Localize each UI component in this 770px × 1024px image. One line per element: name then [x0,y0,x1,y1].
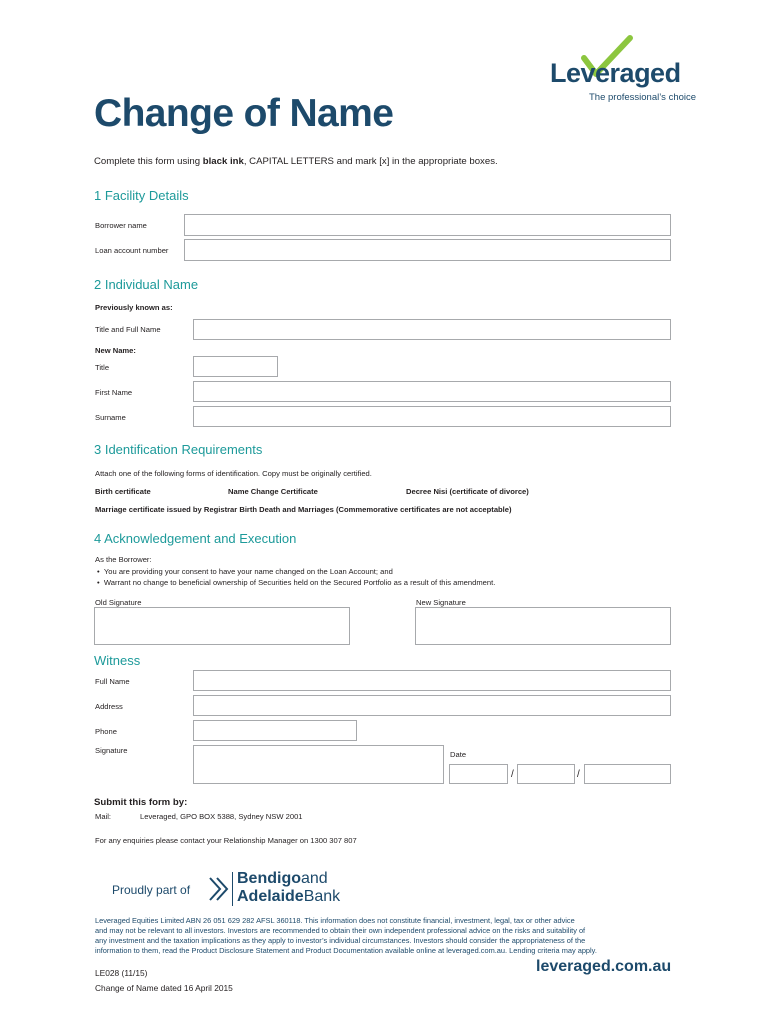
page-title: Change of Name [94,92,394,135]
borrower-name-field[interactable] [184,214,671,236]
new-signature-label: New Signature [416,598,466,607]
date-separator: / [511,769,514,780]
witness-phone-field[interactable] [193,720,357,741]
intro-bold: black ink [202,156,244,167]
old-signature-box[interactable] [94,607,350,645]
bendigo-adelaide-logo [237,870,340,906]
bendigo-bold: Bendigo [237,870,301,887]
partner-divider [232,872,233,906]
mail-label: Mail: [95,812,112,821]
new-name-label: New Name: [95,346,136,355]
decree-nisi-option[interactable]: Decree Nisi (certificate of divorce) [406,487,529,496]
title-full-name-label: Title and Full Name [95,325,161,334]
bullet-item: • Warrant no change to beneficial ownership of Securities held on the Secured Portfolio as a result of this amendment. [97,578,496,587]
bullet2-text: Warrant no change to beneficial ownership of Securities held on the Secured Portfolio as a result of this amendment. [103,578,496,587]
disclaimer-line1: Leveraged Equities Limited ABN 26 051 629 282 AFSL 360118. This information does not constitute financial, investment, legal, tax or other advice [95,916,575,925]
loan-account-label: Loan account number [95,246,169,255]
new-signature-box[interactable] [415,607,671,645]
title-label: Title [95,363,110,372]
enquiries-text: For any enquiries please contact your Relationship Manager on 1300 307 807 [95,836,357,845]
adelaide-bold: Adelaide [237,888,304,905]
witness-address-label: Address [95,702,123,711]
previous-full-name-field[interactable] [193,319,671,340]
witness-signature-box[interactable] [193,745,444,784]
first-name-field[interactable] [193,381,671,402]
witness-full-name-field[interactable] [193,670,671,691]
marriage-certificate-option[interactable]: Marriage certificate issued by Registrar Birth Death and Marriages (Commemorative certificates are not acceptable) [95,505,512,514]
new-title-field[interactable] [193,356,278,377]
witness-full-name-label: Full Name [95,677,130,686]
bullet1-text: You are providing your consent to have your name changed on the Loan Account; and [103,567,393,576]
intro-suffix: , CAPITAL LETTERS and mark [x] in the appropriate boxes. [243,156,498,167]
date-separator: / [577,769,580,780]
date-month-field[interactable] [517,764,575,784]
proudly-part-of: Proudly part of [112,883,191,897]
bendigo-chevron-icon [208,876,230,902]
adelaide-light: Bank [303,888,341,905]
disclaimer-line3: any investment and the taxation implications as they apply to investor’s individual circumstances. Investors should consider the appropriateness of the [95,936,586,945]
section4-heading: 4 Acknowledgement and Execution [94,531,297,546]
form-dated: Change of Name dated 16 April 2015 [95,983,233,993]
witness-address-field[interactable] [193,695,671,716]
section3-heading: 3 Identification Requirements [94,442,263,457]
old-signature-label: Old Signature [95,598,142,607]
leveraged-logo [548,34,704,106]
witness-signature-label: Signature [95,746,128,755]
website-link[interactable]: leveraged.com.au [536,958,672,975]
witness-heading: Witness [94,653,141,668]
first-name-label: First Name [95,388,133,397]
birth-certificate-option[interactable]: Birth certificate [95,487,151,496]
date-year-field[interactable] [584,764,671,784]
logo-wordmark: Leveraged [550,58,681,88]
section2-heading: 2 Individual Name [94,277,199,292]
intro-text [94,156,498,167]
form-code: LE028 (11/15) [95,968,148,978]
name-change-certificate-option[interactable]: Name Change Certificate [228,487,318,496]
bullet-item: • You are providing your consent to have your name changed on the Loan Account; and [97,567,393,576]
section1-heading: 1 Facility Details [94,188,189,203]
surname-field[interactable] [193,406,671,427]
disclaimer-line4: information to them, read the Product Disclosure Statement and Product Documentation available online at leveraged.com.au. Lending criteria may apply. [95,946,597,955]
identification-instruction: Attach one of the following forms of identification. Copy must be originally certified. [95,469,372,478]
bendigo-line [237,870,340,888]
bendigo-light: and [301,870,328,887]
adelaide-line [237,888,340,906]
previously-known-label: Previously known as: [95,303,173,312]
disclaimer-line2: and may not be relevant to all investors. Investors are recommended to obtain their own independent professional advice on the risks and suitability of [95,926,586,935]
date-day-field[interactable] [449,764,508,784]
mail-address: Leveraged, GPO BOX 5388, Sydney NSW 2001 [140,812,303,821]
borrower-name-label: Borrower name [95,221,147,230]
date-label: Date [450,750,467,759]
loan-account-field[interactable] [184,239,671,261]
logo-tagline: The professional’s choice [589,92,697,103]
surname-label: Surname [95,413,126,422]
as-borrower-label: As the Borrower: [95,555,152,564]
submit-heading: Submit this form by: [94,797,188,808]
intro-prefix: Complete this form using [94,156,203,167]
witness-phone-label: Phone [95,727,117,736]
